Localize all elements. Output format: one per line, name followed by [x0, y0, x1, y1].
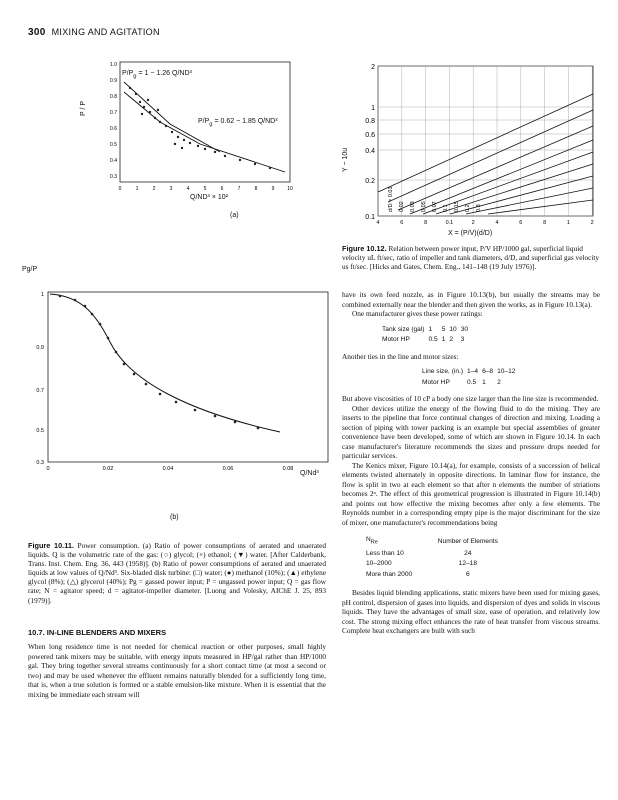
right-column	[342, 290, 600, 636]
fig-a-y-label: P / P	[80, 100, 87, 116]
fig-1012-curve-label: 0.1	[443, 204, 449, 212]
figure-10-11b-plot	[20, 262, 340, 532]
figure-10-12	[338, 52, 598, 242]
fig-1012-y-label: Y − 10u	[342, 147, 349, 172]
figure-10-12-plot	[338, 52, 598, 242]
left-body-text: When long residence time is not needed for chemical reaction or other purposes, small highly powered tank mixers may be suitable, with energy inputs measured in HP/gal rather than HP/1000 gal. They bring together several streams continuously for a short contact time (at most a second or two) and may be used whenever the effluent remains naturally blended for a sufficiently long time, that is, when a true solution is formed or a stable emulsion-like mixture. When it is essential that the mixing be immediate each stream will	[28, 642, 326, 699]
line-motor-table: Line size, (in.) 1–4 6–8 10–12 Motor HP 0.5 1 2	[422, 368, 516, 386]
right-paragraph-4: But above viscosities of 10 cP a body one size larger than the line size is recommended.	[342, 394, 599, 403]
running-header	[28, 27, 160, 38]
fig-1012-x-tick: 0.1	[445, 220, 454, 226]
fig-b-y-tick: 0.9	[36, 345, 44, 351]
fig-1012-x-tick: 8	[543, 220, 547, 226]
fig-a-x-tick: 9	[271, 186, 275, 192]
section-heading: 10.7. IN-LINE BLENDERS AND MIXERS	[28, 628, 167, 637]
fig-a-y-tick: 0.4	[110, 158, 117, 164]
caption-figure-10-12: Figure 10.12. Relation between power input, P/V HP/1000 gal, superficial liquid velocity uL ft/sec, ratio of impeller and tank diameters, d/D, and superficial gas velocity us ft/sec. [Hicks and Gates, Chem. Eng., 141–148 (19 July 1976)].	[342, 244, 600, 272]
fig-a-x-tick: 7	[237, 186, 241, 192]
fig-b-x-tick: 0.08	[282, 466, 294, 472]
fig-a-panel-label: (a)	[230, 212, 239, 219]
right-paragraph-6: The Kenics mixer, Figure 10.14(a), for example, consists of a succession of helical elements twisted alternately in opposite directions. In laminar flow for instance, the flow is split in two at each element so that after n elements the number of striations becomes 2ⁿ. The effect of this geometrical progression is illustrated in Figure 10.14(b) and points out how effective the mixing becomes after only a few elements. The Reynolds number in a corresponding empty pipe is the major discriminant for the size of mixer, one manufacturer's recommendations being	[342, 460, 600, 527]
fig-b-y-label: Pg/P	[22, 266, 38, 273]
fig-b-panel-label: (b)	[170, 514, 179, 521]
fig-1012-y-tick: 0.4	[365, 148, 375, 155]
fig-b-y-tick: 1	[40, 292, 44, 298]
running-title: MIXING AND AGITATION	[51, 27, 160, 37]
fig-b-x-tick: 0.04	[162, 466, 174, 472]
right-paragraph-1: have its own feed nozzle, as in Figure 10.13(b), but usually the streams may be combined externally near the blender and then given the works, as in Figure 10.13(a).	[342, 290, 600, 309]
fig-1012-x-tick: 2	[590, 220, 594, 226]
fig-a-x-tick: 1	[135, 186, 139, 192]
fig-a-x-tick: 4	[186, 186, 190, 192]
fig-1012-x-tick: 2	[471, 220, 475, 226]
fig-a-x-tick: 3	[169, 186, 173, 192]
fig-1012-curve-label: 0.02	[399, 201, 405, 212]
fig-1012-y-tick: 0.8	[365, 118, 375, 125]
fig-1012-curve-label: d/D = 0.01	[388, 186, 394, 212]
fig-b-x-tick: 0	[46, 466, 50, 472]
fig-a-x-tick: 5	[203, 186, 207, 192]
eq1: $P/P_g = 1 - 1.26$ Q/ND³	[122, 70, 192, 80]
reynolds-table: $N_{Re}$ Number of Elements Less than 10 24 10–2000 12–18 More than 2000 6	[366, 536, 498, 578]
fig-b-x-label: Q/Nd³	[300, 470, 319, 477]
fig-a-y-tick: 0.7	[110, 110, 117, 116]
right-paragraph-7: Besides liquid blending applications, static mixers have been used for mixing gases, pH control, dispersion of gases into liquids, and dispersion of dyes and solids in viscous liquids. They have the advantages of small size, ease of operation, and relatively low cost. The strong mixing effect enhances the rate of heat transfer from viscous streams. Complete heat exchangers are built with such	[342, 588, 600, 636]
fig-a-x-tick: 10	[287, 186, 293, 192]
fig-1012-curve-label: 0.05	[421, 201, 427, 212]
fig-b-y-tick: 0.7	[36, 388, 44, 394]
fig-b-y-tick: 0.3	[36, 460, 44, 466]
figure-10-11a-plot	[80, 52, 320, 262]
fig-1012-x-tick: 6	[519, 220, 523, 226]
fig-a-y-tick: 1.0	[110, 62, 117, 68]
power-ratings-table: Tank size (gal) 1 5 10 30 Motor HP 0.5 1 2 3	[382, 325, 469, 343]
fig-a-x-tick: 0	[118, 186, 122, 192]
fig-a-y-tick: 0.6	[110, 126, 117, 132]
fig-1012-curve-label: 0.03	[410, 201, 416, 212]
fig-1012-curve-label: 0.07	[432, 201, 438, 212]
fig-1012-x-tick: 4	[376, 220, 380, 226]
fig-1012-x-tick: 8	[424, 220, 428, 226]
fig-b-x-tick: 0.06	[222, 466, 234, 472]
fig-1012-y-tick: 0.6	[365, 132, 375, 139]
fig-1012-x-tick: 4	[495, 220, 499, 226]
fig-a-y-tick: 0.8	[110, 94, 117, 100]
right-paragraph-5: Other devices utilize the energy of the flowing fluid to do the mixing. They are inserts to the pipeline that force continual changes of direction and mixing. Loading a section of piping with tower packing is an example but special assemblies of greater convenience have been developed, some of which are shown in Figure 10.14. In each case manufacturer's literature recommends the sizes and pressure drops needed for particular services.	[342, 403, 600, 460]
fig-1012-y-tick: 0.1	[365, 214, 375, 221]
fig-1012-x-tick: 1	[566, 220, 570, 226]
fig-a-x-label: Q/ND³ × 10²	[190, 194, 228, 201]
figure-10-11a	[80, 52, 320, 262]
fig-a-x-tick: 8	[254, 186, 258, 192]
fig-a-y-tick: 0.3	[110, 174, 117, 180]
figure-10-11b	[20, 262, 340, 532]
fig-1012-y-tick: 2	[371, 64, 375, 71]
fig-a-x-tick: 6	[220, 186, 224, 192]
fig-1012-y-tick: 0.2	[365, 178, 375, 185]
caption-figure-10-11: Figure 10.11. Power consumption. (a) Ratio of power consumptions of aerated and unaerated liquids. Q is the volumetric rate of the gas: (○) glycol; (×) ethanol; (▼) water. [After Calderbank, Trans. Inst. Chem. Eng. 36, 443 (1958)]. (b) Ratio of power consumptions of aerated and unaerated liquids at low values of Q/Nd³. Six-bladed disk turbine: (□) water; (●) methanol (10%); (▲) ethylene glycol (8%); (△) glycerol (40%); Pg = gassed power input; P = ungassed power input; Q = gas flow rate; N = agitator speed; d = agitator-impeller diameter. [Luong and Volesky, AIChE J. 25, 893 (1979)].	[28, 541, 327, 605]
eq2: $P/P_g = 0.62 - 1.85$ Q/ND³	[198, 118, 278, 128]
page-number: 300	[28, 27, 46, 38]
fig-1012-curve-label: 0.2	[465, 204, 471, 212]
right-paragraph-3: Another ties in the line and motor sizes:	[342, 351, 459, 361]
right-paragraph-2: One manufacturer gives these power ratings:	[352, 309, 483, 318]
fig-b-y-tick: 0.5	[36, 428, 44, 434]
fig-a-y-tick: 0.9	[110, 78, 117, 84]
fig-a-y-tick: 0.5	[110, 142, 117, 148]
fig-b-points	[59, 295, 260, 430]
fig-1012-curve-label: 0.15	[454, 201, 460, 212]
fig-1012-x-label: X = (P/V)(d/D)	[448, 230, 493, 237]
fig-1012-y-tick: 1	[371, 105, 375, 112]
fig-1012-curve-label: 0.3	[476, 204, 482, 212]
fig-1012-x-tick: 6	[400, 220, 404, 226]
scatter-points	[129, 87, 271, 169]
fig-a-x-tick: 2	[152, 186, 156, 192]
fig-b-x-tick: 0.02	[102, 466, 114, 472]
